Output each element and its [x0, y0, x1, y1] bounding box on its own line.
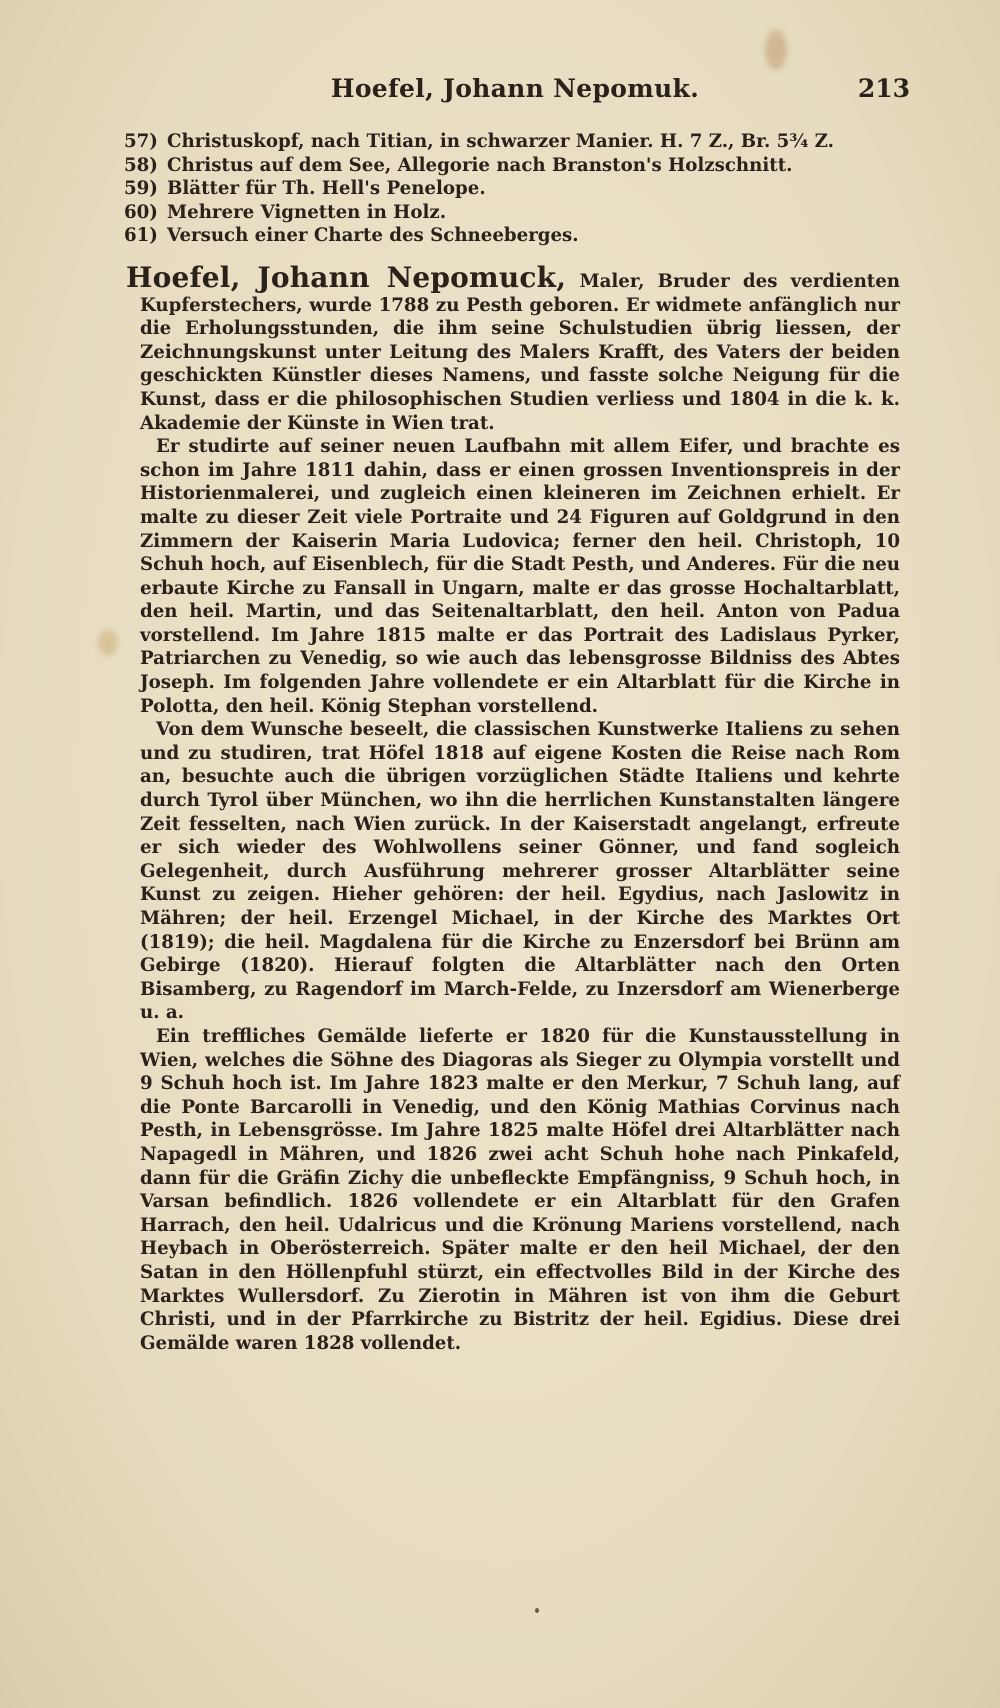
- work-text: Christus auf dem See, Allegorie nach Branston's Holzschnitt.: [167, 154, 793, 176]
- entry-paragraph: Von dem Wunsche beseelt, die classischen Kunstwerke Italiens zu sehen und zu studiren, trat Höfel 1818 auf eigene Kosten die Reise nach Rom an, besuchte auch die übrigen vorzüglichen Städte Italiens und kehrte durch Tyrol über München, wo ihn die herrlichen Kunstanstalten längere Zeit fesselten, nach Wien zurück. In der Kaiserstadt angelangt, erfreute er sich wieder des Wohlwollens seiner Gönner, und fand sogleich Gelegenheit, durch Ausführung mehrerer grosser Altarblätter seine Kunst zu zeigen. Hieher gehören: der heil. Egydius, nach Jaslowitz in Mähren; der heil. Erzengel Michael, in der Kirche des Marktes Ort (1819); die heil. Magdalena für die Kirche zu Enzersdorf bei Brünn am Gebirge (1820). Hierauf folgten die Altarblätter nach den Orten Bisamberg, zu Ragendorf im March-Felde, zu Inzersdorf am Wienerberge u. a.: [140, 719, 900, 1024]
- entry-paragraph: Ein treffliches Gemälde lieferte er 1820 für die Kunstausstellung in Wien, welches die Söhne des Diagoras als Sieger zu Olympia vorstellt und 9 Schuh hoch ist. Im Jahre 1823 malte er den Merkur, 7 Schuh lang, auf die Ponte Barcarolli in Venedig, und den König Mathias Corvinus nach Pesth, in Lebensgrösse. Im Jahre 1825 malte Höfel drei Altarblätter nach Napagedl in Mähren, und 1826 zwei acht Schuh hohe nach Pinkafeld, dann für die Gräfin Zichy die unbefleckte Empfängniss, 9 Schuh hoch, in Varsan befindlich. 1826 vollendete er ein Altarblatt für den Grafen Harrach, den heil. Udalricus und die Krönung Mariens vorstellend, nach Heybach in Oberösterreich. Später malte er den heil Michael, der den Satan in den Höllenpfuhl stürzt, ein effectvolles Bild in der Kirche des Marktes Wullersdorf. Zu Zierotin in Mähren ist von ihm die Geburt Christi, und in der Pfarrkirche zu Bistritz der heil. Egidius. Diese drei Gemälde waren 1828 vollendet.: [140, 1025, 900, 1354]
- work-item: [110, 177, 900, 201]
- paragraph-text: Maler, Bruder des verdienten Kupferstechers, wurde 1788 zu Pesth geboren. Er widmete anfänglich nur die Erholungsstunden, die ihm seine Schulstudien übrig liessen, der Zeichnungskunst unter Leitung des Malers Krafft, des Vaters der beiden geschickten Künstler dieses Namens, und fasste solche Neigung für die Kunst, dass er die philosophischen Studien verliess und 1804 in die k. k. Akademie der Künste in Wien trat.: [140, 270, 900, 434]
- ink-stain: [765, 30, 787, 70]
- work-text: Mehrere Vignetten in Holz.: [167, 201, 447, 223]
- work-item: [110, 201, 900, 225]
- page-header: [120, 74, 910, 114]
- entry-headword: Hoefel, Johann Nepomuck,: [126, 260, 567, 294]
- work-item: [110, 224, 900, 248]
- work-number: 61): [124, 225, 158, 247]
- work-item: [110, 154, 900, 178]
- entry-paragraph: [110, 260, 900, 435]
- running-head: Hoefel, Johann Nepomuk.: [330, 74, 700, 103]
- work-number: 60): [124, 201, 158, 223]
- work-text: Christuskopf, nach Titian, in schwarzer Manier. H. 7 Z., Br. 5¾ Z.: [167, 131, 834, 152]
- footer-mark: [535, 1608, 539, 1613]
- work-number: 58): [124, 154, 158, 176]
- entry-paragraph: Er studirte auf seiner neuen Laufbahn mit allem Eifer, und brachte es schon im Jahre 1811 dahin, dass er einen grossen Inventionspreis in der Historienmalerei, und zugleich einen kleineren im Zeichnen erhielt. Er malte zu dieser Zeit viele Portraite und 24 Figuren auf Goldgrund in den Zimmern der Kaiserin Maria Ludovica; ferner den heil. Christoph, 10 Schuh hoch, auf Eisenblech, für die Stadt Pesth, und Anderes. Für die neu erbaute Kirche zu Fansall in Ungarn, malte er das grosse Hochaltarblatt, den heil. Martin, und das Seitenaltarblatt, den heil. Anton von Padua vorstellend. Im Jahre 1815 malte er das Portrait des Ladislaus Pyrker, Patriarchen zu Venedig, so wie auch das lebensgrosse Bildniss des Abtes Joseph. Im folgenden Jahre vollendete er ein Altarblatt für die Kirche in Polotta, den heil. König Stephan vorstellend.: [140, 436, 900, 717]
- works-list: [110, 130, 900, 248]
- work-number: 59): [124, 178, 158, 200]
- work-text: Blätter für Th. Hell's Penelope.: [167, 178, 486, 200]
- work-text: Versuch einer Charte des Schneeberges.: [167, 225, 579, 247]
- page-number: 213: [857, 74, 910, 103]
- work-item: [110, 130, 900, 154]
- biography-entry: [110, 260, 900, 1355]
- work-number: 57): [124, 131, 158, 152]
- page-content: [110, 130, 900, 1355]
